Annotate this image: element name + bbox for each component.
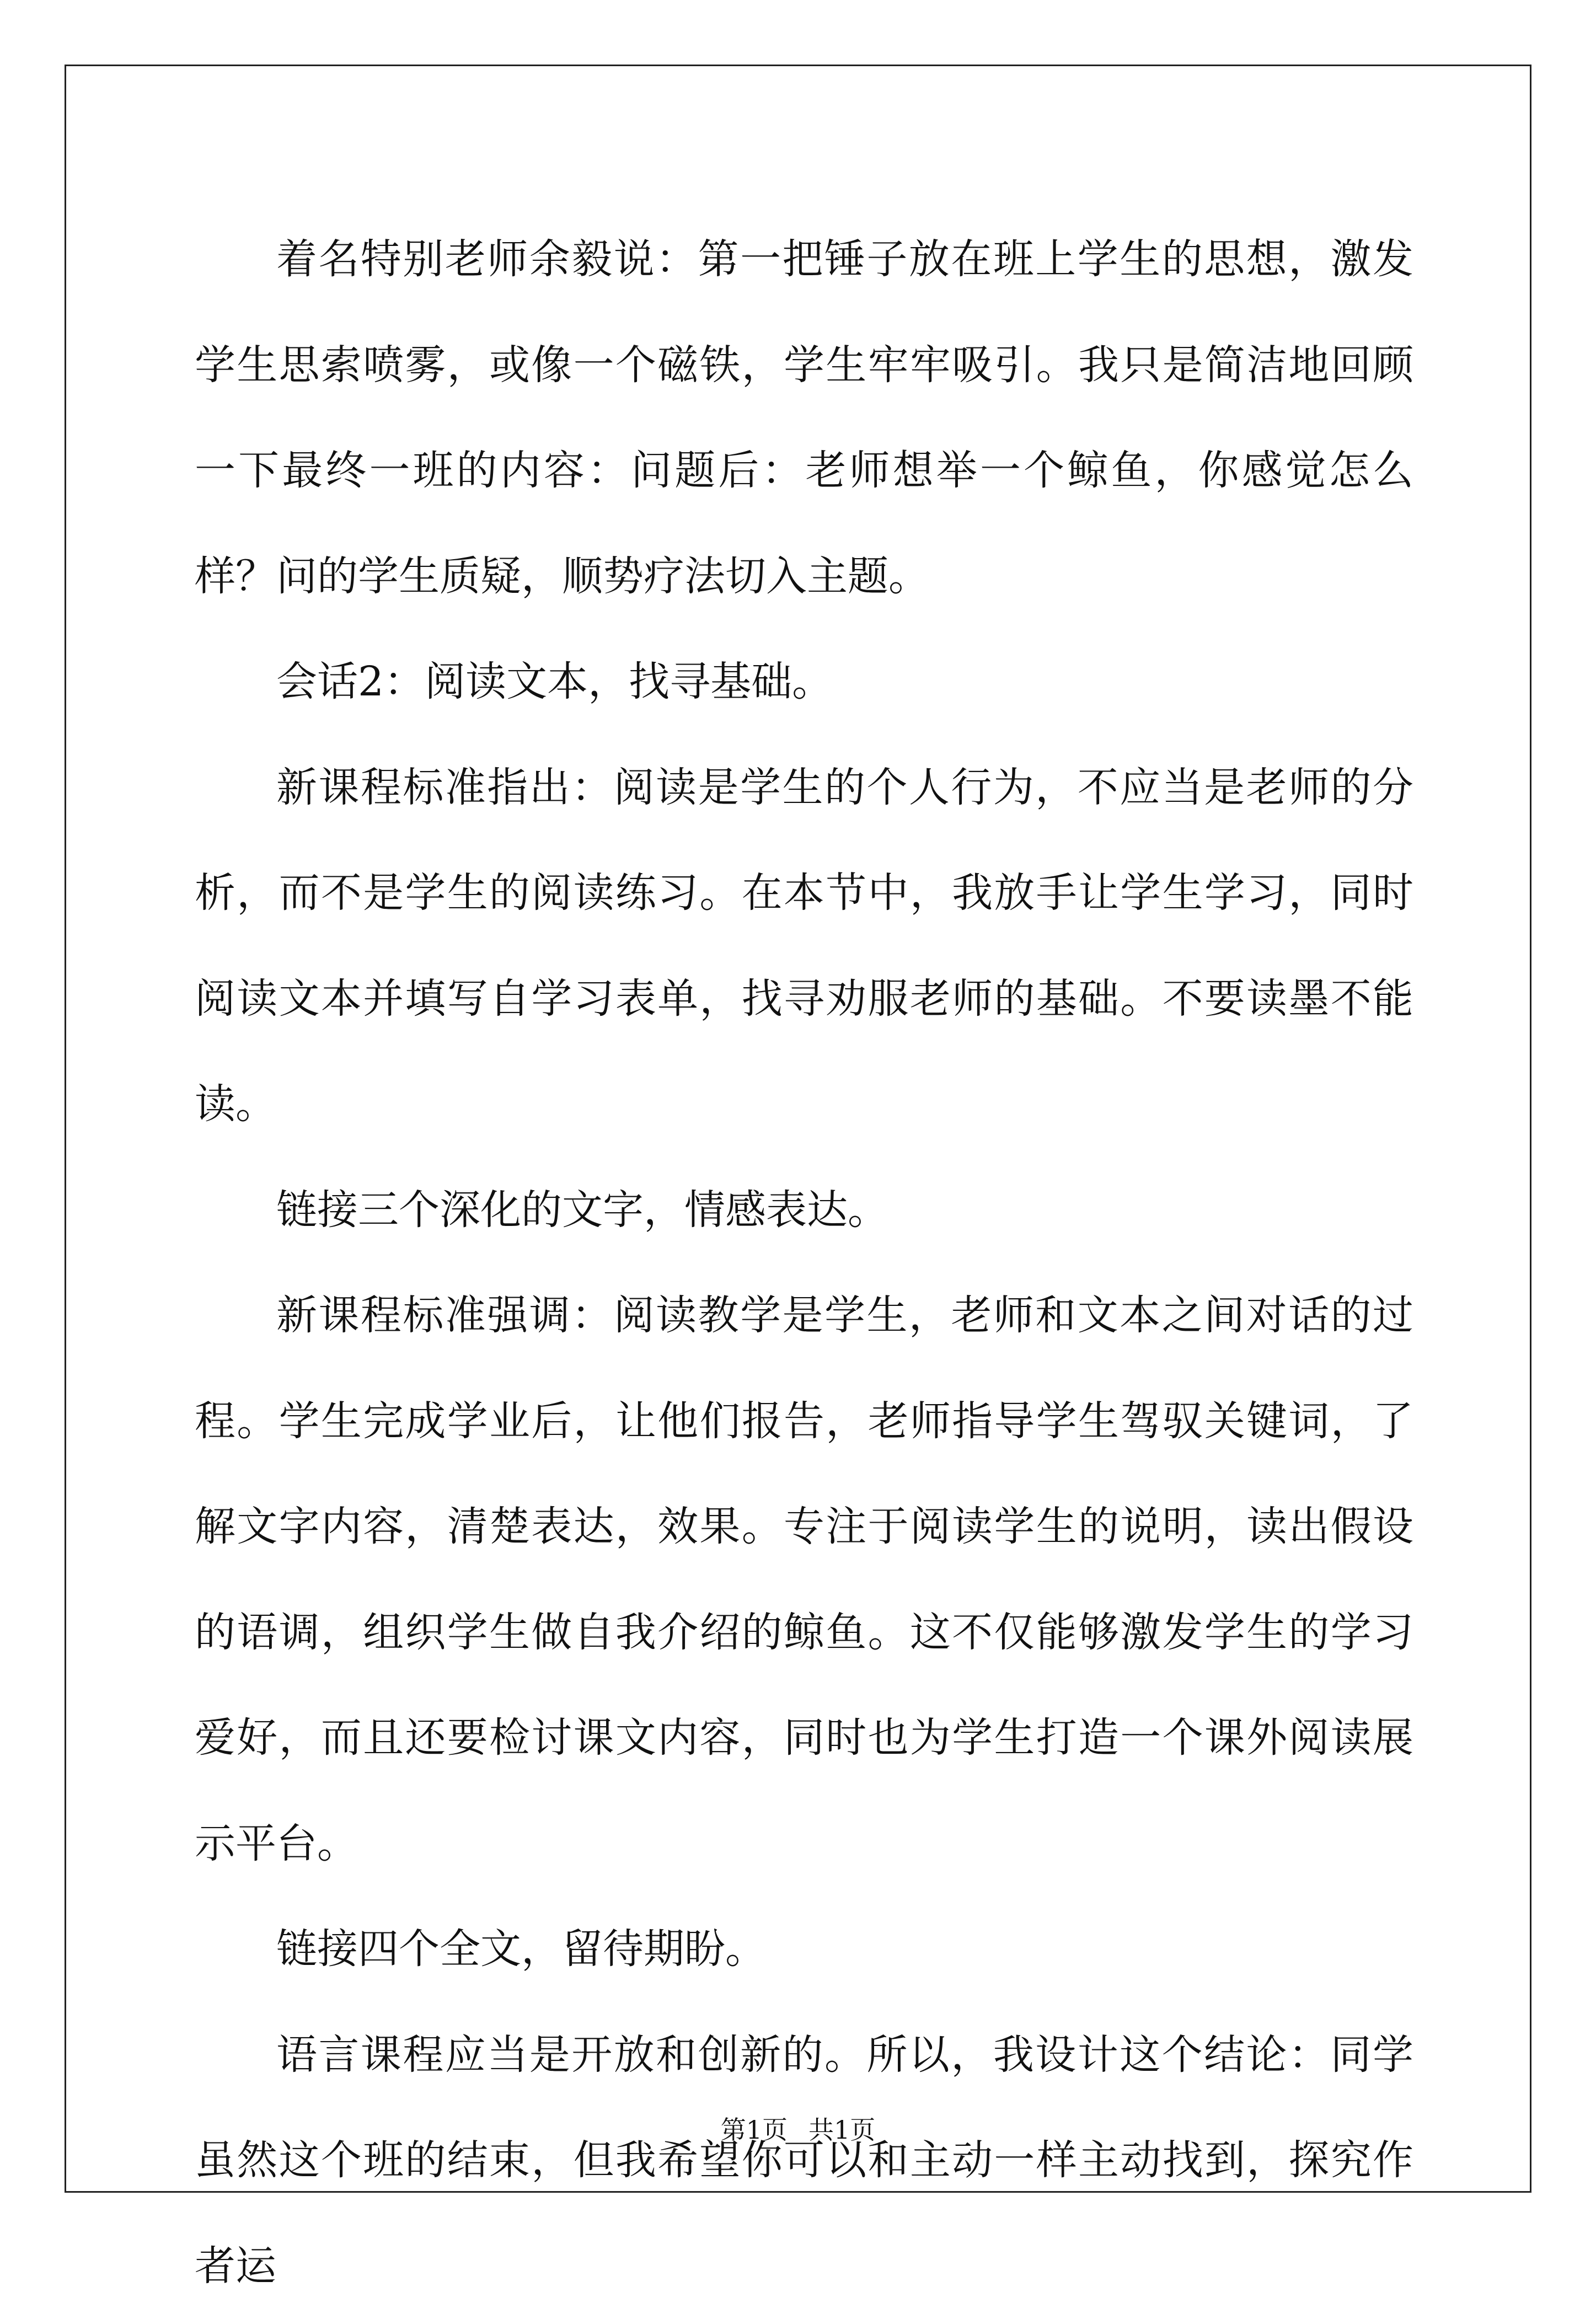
paragraph-5: 新课程标准强调：阅读教学是学生，老师和文本之间对话的过程。学生完成学业后，让他们报告，老师指导学生驾驭关键词，了解文字内容，清楚表达，效果。专注于阅读学生的说明，读出假设的语调，组织学生做自我介绍的鲸鱼。这不仅能够激发学生的学习爱好，而且还要检讨课文内容，同时也为学生打造一个课外阅读展示平台。: [195, 1263, 1413, 1897]
paragraph-7: 语言课程应当是开放和创新的。所以，我设计这个结论：同学虽然这个班的结束，但我希望你可以和主动一样主动找到，探究作者运: [195, 2002, 1413, 2319]
paragraph-6: 链接四个全文，留待期盼。: [195, 1897, 1413, 2002]
document-body: [195, 207, 1413, 2319]
paragraph-4: 链接三个深化的文字，情感表达。: [195, 1158, 1413, 1263]
page-footer: [0, 2113, 1596, 2146]
paragraph-3: 新课程标准指出：阅读是学生的个人行为，不应当是老师的分析，而不是学生的阅读练习。在本节中，我放手让学生学习，同时阅读文本并填写自学习表单，找寻劝服老师的基础。不要读墨不能读。: [195, 735, 1413, 1158]
page-total: 共1页: [808, 2113, 875, 2146]
paragraph-1: 着名特别老师余毅说：第一把锤子放在班上学生的思想，激发学生思索喷雾，或像一个磁铁，学生牢牢吸引。我只是简洁地回顾一下最终一班的内容：问题后：老师想举一个鲸鱼，你感觉怎么样？问的学生质疑，顺势疗法切入主题。: [195, 207, 1413, 629]
page-number: 第1页: [721, 2113, 788, 2146]
paragraph-2: 会话2：阅读文本，找寻基础。: [195, 629, 1413, 735]
